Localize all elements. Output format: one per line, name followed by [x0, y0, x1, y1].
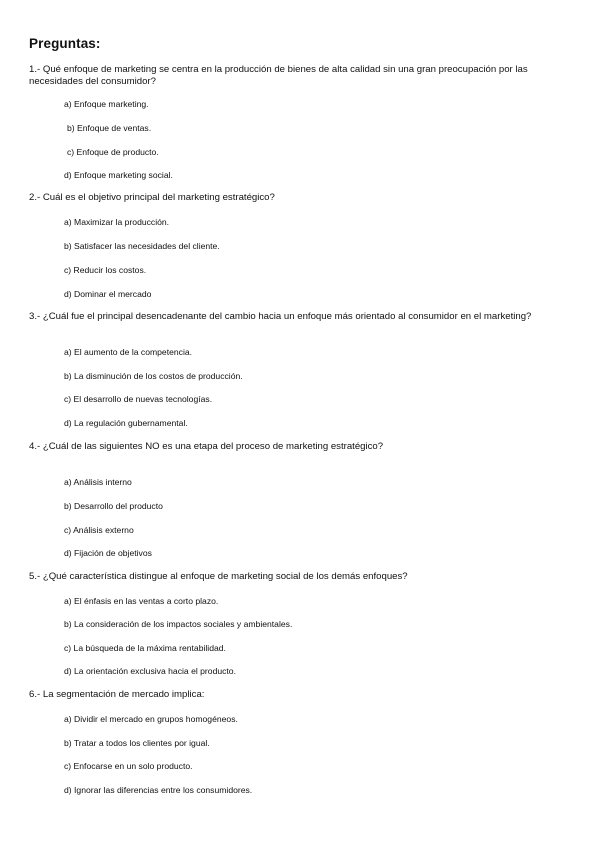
q5-option-a: a) El énfasis en las ventas a corto plazo. — [64, 596, 219, 606]
q2-option-c: c) Reducir los costos. — [64, 265, 147, 275]
q1-option-d: d) Enfoque marketing social. — [64, 170, 173, 180]
q4-option-a: a) Análisis interno — [64, 477, 132, 487]
q3-option-b: b) La disminución de los costos de producción. — [64, 371, 243, 381]
question-4: 4.- ¿Cuál de las siguientes NO es una etapa del proceso de marketing estratégico? — [29, 441, 384, 452]
q6-option-c: c) Enfocarse en un solo producto. — [64, 761, 193, 771]
q5-option-c: c) La búsqueda de la máxima rentabilidad. — [64, 643, 226, 653]
question-2: 2.- Cuál es el objetivo principal del marketing estratégico? — [29, 192, 275, 203]
q6-option-d: d) Ignorar las diferencias entre los consumidores. — [64, 785, 253, 795]
q5-option-d: d) La orientación exclusiva hacia el producto. — [64, 666, 236, 676]
question-5: 5.- ¿Qué característica distingue al enfoque de marketing social de los demás enfoques? — [29, 571, 408, 582]
question-3: 3.- ¿Cuál fue el principal desencadenante del cambio hacia un enfoque más orientado al consumidor en el marketing? — [29, 311, 532, 322]
q4-option-d: d) Fijación de objetivos — [64, 548, 152, 558]
q6-option-a: a) Dividir el mercado en grupos homogéneos. — [64, 714, 238, 724]
q1-option-b: b) Enfoque de ventas. — [67, 123, 152, 133]
question-6: 6.- La segmentación de mercado implica: — [29, 689, 205, 700]
q1-option-a: a) Enfoque marketing. — [64, 99, 149, 109]
q2-option-a: a) Maximizar la producción. — [64, 217, 170, 227]
q4-option-b: b) Desarrollo del producto — [64, 501, 163, 511]
question-1: 1.- Qué enfoque de marketing se centra en la producción de bienes de alta calidad sin una gran preocupación por las necesidades del consumidor? — [29, 64, 528, 88]
q3-option-c: c) El desarrollo de nuevas tecnologías. — [64, 394, 213, 404]
q3-option-d: d) La regulación gubernamental. — [64, 418, 188, 428]
q4-option-c: c) Análisis externo — [64, 525, 134, 535]
q6-option-b: b) Tratar a todos los clientes por igual. — [64, 738, 210, 748]
q5-option-b: b) La consideración de los impactos sociales y ambientales. — [64, 619, 293, 629]
q1-option-c: c) Enfoque de producto. — [67, 147, 159, 157]
q3-option-a: a) El aumento de la competencia. — [64, 347, 193, 357]
page-title: Preguntas: — [29, 36, 101, 51]
q2-option-d: d) Dominar el mercado — [64, 289, 152, 299]
q2-option-b: b) Satisfacer las necesidades del cliente. — [64, 241, 220, 251]
